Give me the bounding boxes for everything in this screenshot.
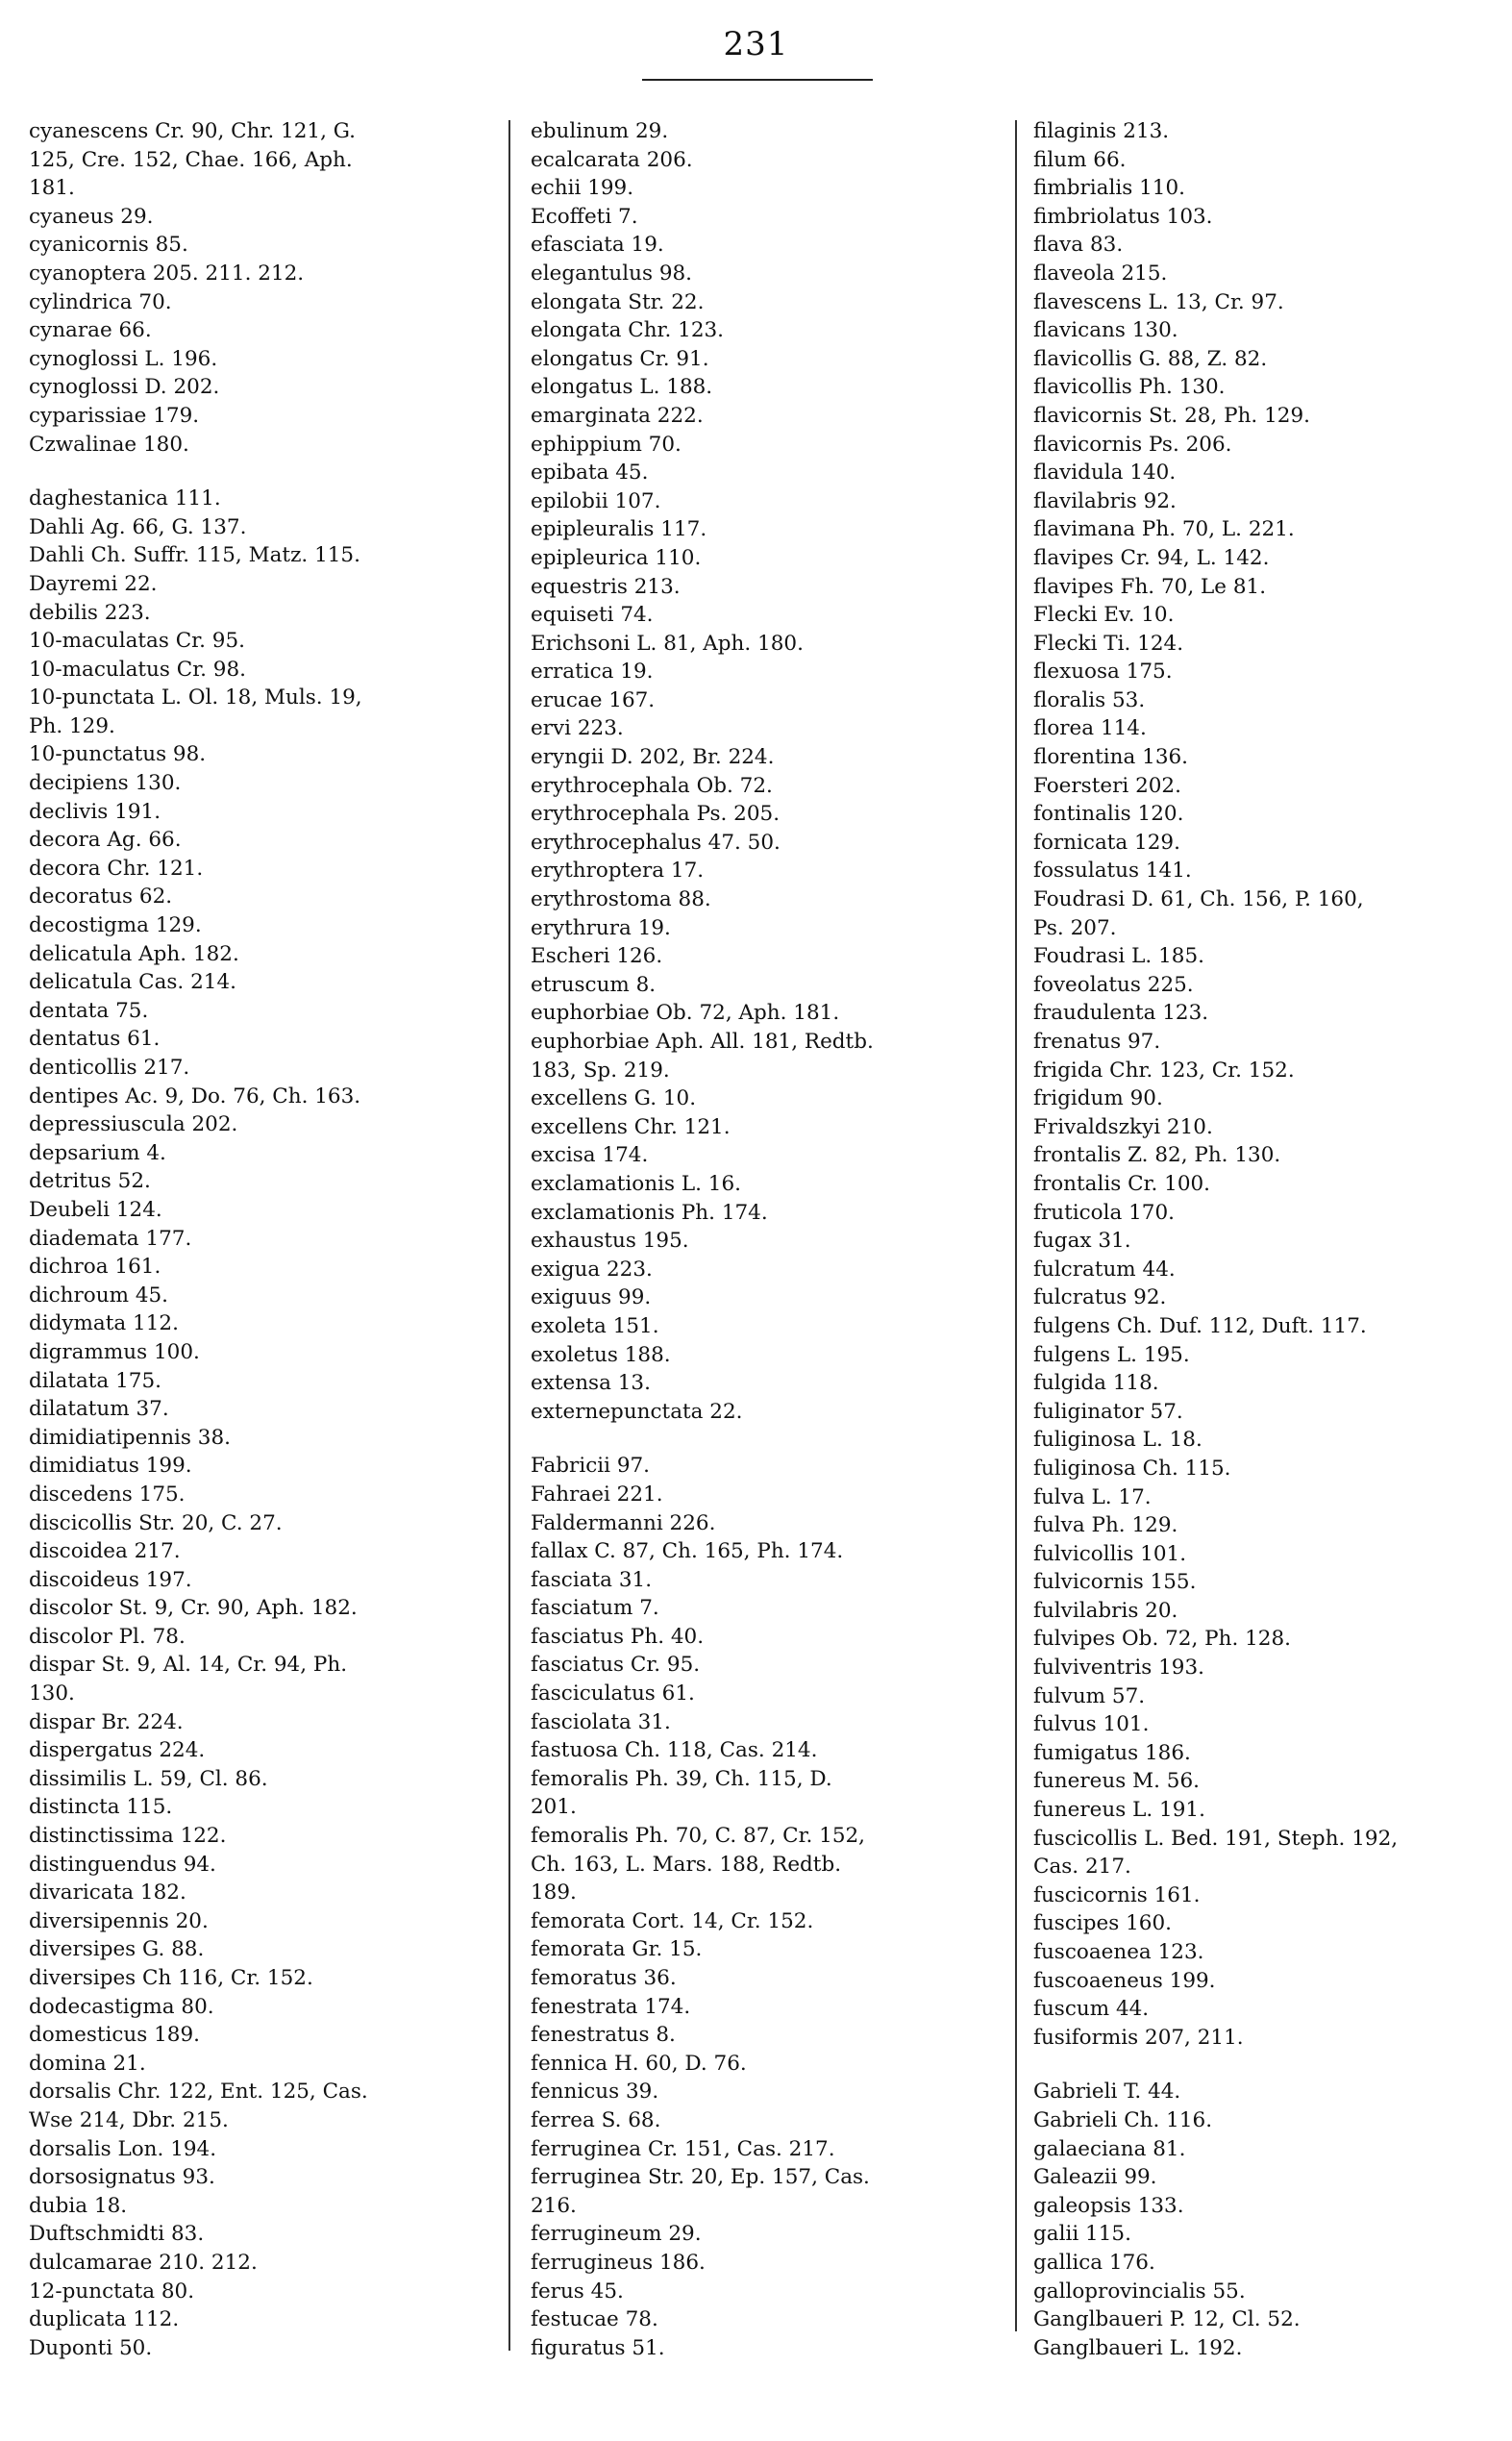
index-entry: fulvipes Ob. 72, Ph. 128.: [1033, 1627, 1291, 1652]
index-entry: Ps. 207.: [1033, 915, 1117, 940]
index-entry: distinguendus 94.: [29, 1852, 216, 1877]
index-entry: cynoglossi L. 196.: [29, 346, 218, 371]
index-entry: duplicata 112.: [29, 2307, 180, 2332]
index-entry: extensa 13.: [531, 1371, 651, 1396]
index-entry: Ecoffeti 7.: [531, 204, 638, 229]
index-entry: Galeazii 99.: [1033, 2165, 1157, 2190]
index-entry: erythrostoma 88.: [531, 887, 711, 912]
index-entry: 130.: [29, 1681, 75, 1706]
index-entry: dissimilis L. 59, Cl. 86.: [29, 1766, 268, 1791]
index-entry: fruticola 170.: [1033, 1200, 1175, 1225]
index-entry: galeopsis 133.: [1033, 2193, 1184, 2218]
index-entry: frigida Chr. 123, Cr. 152.: [1033, 1058, 1295, 1083]
index-entry: frenatus 97.: [1033, 1030, 1161, 1054]
index-entry: diversipennis 20.: [29, 1908, 209, 1933]
index-entry: fulcratus 92.: [1033, 1285, 1167, 1310]
index-entry: dubia 18.: [29, 2193, 128, 2218]
index-entry: galaeciana 81.: [1033, 2136, 1186, 2161]
index-entry: fuliginator 57.: [1033, 1399, 1183, 1424]
index-entry: exhaustus 195.: [531, 1229, 689, 1254]
index-entry: Escheri 126.: [531, 944, 663, 969]
index-entry: efasciata 19.: [531, 233, 664, 258]
index-entry: dorsalis Lon. 194.: [29, 2136, 217, 2161]
index-entry: ferrugineus 186.: [531, 2250, 706, 2275]
index-entry: Fabricii 97.: [531, 1454, 651, 1479]
index-entry: flavicornis St. 28, Ph. 129.: [1033, 403, 1310, 428]
index-entry: Ch. 163, L. Mars. 188, Redtb.: [531, 1852, 842, 1877]
index-entry: 12-punctata 80.: [29, 2279, 195, 2304]
index-entry: 181.: [29, 176, 75, 201]
index-entry: fuscoaenea 123.: [1033, 1940, 1204, 1964]
index-entry: externepunctata 22.: [531, 1399, 743, 1424]
index-entry: dispar St. 9, Al. 14, Cr. 94, Ph.: [29, 1653, 348, 1678]
index-entry: femoratus 36.: [531, 1966, 677, 1990]
index-entry: fasciolata 31.: [531, 1709, 671, 1734]
index-entry: fulvilabris 20.: [1033, 1598, 1178, 1623]
page-number: 231: [723, 25, 789, 63]
index-entry: discoidea 217.: [29, 1539, 181, 1564]
index-entry: erythrocephalus 47. 50.: [531, 830, 781, 855]
index-entry: fontinalis 120.: [1033, 802, 1184, 827]
index-entry: decora Ag. 66.: [29, 828, 182, 853]
column-right: [1033, 117, 1504, 2362]
index-entry: cyanicornis 85.: [29, 233, 188, 258]
index-entry: fallax C. 87, Ch. 165, Ph. 174.: [531, 1539, 844, 1564]
index-entry: dodecastigma 80.: [29, 1994, 214, 2019]
index-entry: Flecki Ev. 10.: [1033, 603, 1175, 628]
index-entry: erythrocephala Ps. 205.: [531, 802, 781, 827]
section-gap: [531, 1426, 1011, 1452]
index-entry: dorsosignatus 93.: [29, 2165, 215, 2190]
index-entry: Ph. 129.: [29, 713, 115, 738]
index-entry: excisa 174.: [531, 1143, 649, 1168]
index-entry: cynoglossi D. 202.: [29, 375, 220, 400]
index-entry: femorata Cort. 14, Cr. 152.: [531, 1908, 814, 1933]
index-entry: dichroum 45.: [29, 1283, 169, 1308]
index-entry: frontalis Z. 82, Ph. 130.: [1033, 1143, 1281, 1168]
index-entry: euphorbiae Ob. 72, Aph. 181.: [531, 1001, 840, 1026]
index-entry: detritus 52.: [29, 1169, 151, 1194]
index-entry: fornicata 129.: [1033, 830, 1180, 855]
index-entry: femoralis Ph. 70, C. 87, Cr. 152,: [531, 1824, 866, 1849]
index-entry: exclamationis L. 16.: [531, 1171, 741, 1196]
index-entry: femorata Gr. 15.: [531, 1937, 703, 1962]
index-entry: exoletus 188.: [531, 1342, 671, 1367]
index-entry: erythroptera 17.: [531, 859, 705, 884]
index-entry: debilis 223.: [29, 600, 151, 625]
index-entry: fenestrata 174.: [531, 1994, 691, 2019]
column-left: [29, 117, 509, 2362]
index-entry: fenestratus 8.: [531, 2023, 676, 2048]
index-entry: fimbrialis 110.: [1033, 176, 1185, 201]
index-entry: discoideus 197.: [29, 1567, 192, 1592]
index-entry: 125, Cre. 152, Chae. 166, Aph.: [29, 147, 353, 172]
index-entry: fuliginosa L. 18.: [1033, 1428, 1202, 1453]
index-entry: Foudrasi L. 185.: [1033, 944, 1204, 969]
index-entry: fulva Ph. 129.: [1033, 1513, 1178, 1538]
index-entry: flavicollis Ph. 130.: [1033, 375, 1226, 400]
index-entry: funereus M. 56.: [1033, 1769, 1200, 1794]
index-entry: equiseti 74.: [531, 603, 654, 628]
index-entry: discolor St. 9, Cr. 90, Aph. 182.: [29, 1596, 358, 1621]
index-entry: decostigma 129.: [29, 913, 202, 938]
index-entry: flavipes Cr. 94, L. 142.: [1033, 545, 1270, 570]
index-entry: foveolatus 225.: [1033, 972, 1194, 997]
index-entry: ecalcarata 206.: [531, 147, 693, 172]
index-entry: 201.: [531, 1795, 577, 1820]
index-entry: fasciatum 7.: [531, 1596, 659, 1621]
index-entry: exiguus 99.: [531, 1285, 652, 1310]
index-entry: 10-punctata L. Ol. 18, Muls. 19,: [29, 685, 362, 710]
index-entry: fulgens Ch. Duf. 112, Duft. 117.: [1033, 1313, 1367, 1338]
index-entry: filum 66.: [1033, 147, 1127, 172]
index-entry: fulgida 118.: [1033, 1371, 1159, 1396]
index-entry: fossulatus 141.: [1033, 859, 1192, 884]
index-entry: Frivaldszkyi 210.: [1033, 1114, 1213, 1139]
index-entry: cyparissiae 179.: [29, 403, 200, 428]
index-entry: depsarium 4.: [29, 1140, 166, 1165]
column-divider: [1015, 120, 1017, 2331]
index-entry: elongatus L. 188.: [531, 375, 713, 400]
index-entry: fastuosa Ch. 118, Cas. 214.: [531, 1738, 818, 1763]
index-entry: dorsalis Chr. 122, Ent. 125, Cas.: [29, 2080, 368, 2105]
index-entry: erythrocephala Ob. 72.: [531, 773, 773, 798]
index-entry: funereus L. 191.: [1033, 1798, 1205, 1823]
index-entry: Wse 214, Dbr. 215.: [29, 2107, 229, 2132]
index-entry: cyanoptera 205. 211. 212.: [29, 261, 305, 286]
index-entry: Dayremi 22.: [29, 571, 158, 596]
index-entry: flavicans 130.: [1033, 318, 1178, 343]
header-rule: [642, 79, 873, 81]
index-entry: exoleta 151.: [531, 1313, 659, 1338]
index-entry: etruscum 8.: [531, 972, 657, 997]
index-entry: fuscicornis 161.: [1033, 1882, 1201, 1907]
index-entry: florea 114.: [1033, 716, 1147, 741]
index-entry: elongatus Cr. 91.: [531, 346, 709, 371]
index-entry: Duponti 50.: [29, 2335, 153, 2360]
index-entry: fuscicollis L. Bed. 191, Steph. 192,: [1033, 1826, 1399, 1851]
index-entry: fulva L. 17.: [1033, 1484, 1152, 1509]
index-entry: eryngii D. 202, Br. 224.: [531, 745, 775, 770]
index-entry: Foudrasi D. 61, Ch. 156, P. 160,: [1033, 887, 1364, 912]
index-entry: flavipes Fh. 70, Le 81.: [1033, 574, 1267, 599]
index-entry: fusiformis 207, 211.: [1033, 2025, 1244, 2050]
index-entry: domina 21.: [29, 2051, 146, 2076]
index-entry: distincta 115.: [29, 1795, 173, 1820]
index-entry: dichroa 161.: [29, 1255, 161, 1280]
index-entry: erratica 19.: [531, 660, 654, 685]
index-entry: decoratus 62.: [29, 884, 173, 909]
index-entry: gallica 176.: [1033, 2250, 1155, 2275]
index-entry: fasciatus Cr. 95.: [531, 1653, 701, 1678]
index-entry: divaricata 182.: [29, 1881, 186, 1905]
index-entry: Faldermanni 226.: [531, 1510, 716, 1535]
index-entry: ferruginea Str. 20, Ep. 157, Cas.: [531, 2165, 870, 2190]
index-entry: Cas. 217.: [1033, 1855, 1131, 1880]
index-entry: diversipes G. 88.: [29, 1937, 205, 1962]
index-entry: fulvicollis 101.: [1033, 1541, 1187, 1566]
index-entry: fennicus 39.: [531, 2080, 659, 2105]
section-gap: [29, 459, 509, 485]
index-entry: flavescens L. 13, Cr. 97.: [1033, 289, 1284, 314]
index-entry: fugax 31.: [1033, 1229, 1131, 1254]
index-entry: Fahraei 221.: [531, 1482, 663, 1507]
index-entry: dentatus 61.: [29, 1027, 161, 1052]
index-entry: cyanescens Cr. 90, Chr. 121, G.: [29, 119, 356, 143]
index-entry: galloprovincialis 55.: [1033, 2279, 1246, 2304]
index-entry: fasciculatus 61.: [531, 1681, 695, 1706]
index-entry: fasciatus Ph. 40.: [531, 1624, 705, 1649]
index-entry: decora Chr. 121.: [29, 856, 204, 881]
index-entry: fulvum 57.: [1033, 1683, 1146, 1708]
index-entry: elongata Chr. 123.: [531, 318, 725, 343]
index-entry: flava 83.: [1033, 233, 1124, 258]
index-entry: daghestanica 111.: [29, 486, 221, 511]
index-entry: ferrugineum 29.: [531, 2222, 702, 2247]
index-entry: Dahli Ag. 66, G. 137.: [29, 514, 247, 539]
index-entry: excellens G. 10.: [531, 1086, 697, 1111]
index-entry: Ganglbaueri L. 192.: [1033, 2335, 1243, 2360]
section-gap: [1033, 2052, 1504, 2078]
index-entry: Erichsoni L. 81, Aph. 180.: [531, 631, 804, 656]
index-entry: fuliginosa Ch. 115.: [1033, 1456, 1231, 1481]
index-entry: dulcamarae 210. 212.: [29, 2250, 258, 2275]
index-entry: distinctissima 122.: [29, 1824, 227, 1849]
index-entry: dilatata 175.: [29, 1368, 161, 1393]
index-entry: exigua 223.: [531, 1257, 653, 1282]
index-entry: ferrea S. 68.: [531, 2107, 661, 2132]
index-entry: 183, Sp. 219.: [531, 1058, 670, 1083]
index-entry: figuratus 51.: [531, 2335, 665, 2360]
index-entry: ferus 45.: [531, 2279, 624, 2304]
index-entry: flaveola 215.: [1033, 261, 1168, 286]
index-entry: Flecki Ti. 124.: [1033, 631, 1184, 656]
index-entry: flavimana Ph. 70, L. 221.: [1033, 517, 1295, 542]
index-entry: Duftschmidti 83.: [29, 2222, 205, 2247]
index-entry: Gabrieli Ch. 116.: [1033, 2107, 1213, 2132]
index-entry: fraudulenta 123.: [1033, 1001, 1209, 1026]
index-entry: Gabrieli T. 44.: [1033, 2080, 1181, 2105]
index-entry: festucae 78.: [531, 2307, 658, 2332]
index-entry: depressiuscula 202.: [29, 1112, 238, 1137]
index-entry: emarginata 222.: [531, 403, 704, 428]
index-entry: epilobii 107.: [531, 488, 661, 513]
index-entry: echii 199.: [531, 176, 634, 201]
index-entry: erythrura 19.: [531, 915, 671, 940]
index-entry: dispar Br. 224.: [29, 1709, 184, 1734]
index-entry: fulviventris 193.: [1033, 1656, 1204, 1681]
index-entry: Czwalinae 180.: [29, 432, 189, 457]
index-entry: ferruginea Cr. 151, Cas. 217.: [531, 2136, 835, 2161]
index-entry: fimbriolatus 103.: [1033, 204, 1213, 229]
index-entry: flavicornis Ps. 206.: [1033, 432, 1232, 457]
index-entry: fennica H. 60, D. 76.: [531, 2051, 747, 2076]
index-entry: excellens Chr. 121.: [531, 1114, 731, 1139]
index-entry: fuscoaeneus 199.: [1033, 1968, 1216, 1993]
index-entry: 189.: [531, 1881, 577, 1905]
index-entry: fulgens L. 195.: [1033, 1342, 1190, 1367]
index-entry: dentata 75.: [29, 998, 149, 1023]
index-entry: dimidiatipennis 38.: [29, 1425, 231, 1450]
index-entry: didymata 112.: [29, 1311, 179, 1336]
index-entry: delicatula Cas. 214.: [29, 970, 236, 995]
index-entry: domesticus 189.: [29, 2023, 200, 2048]
index-entry: dilatatum 37.: [29, 1397, 169, 1422]
index-entry: frigidum 90.: [1033, 1086, 1163, 1111]
index-entry: fumigatus 186.: [1033, 1740, 1191, 1765]
index-entry: epibata 45.: [531, 461, 649, 486]
index-entry: femoralis Ph. 39, Ch. 115, D.: [531, 1766, 832, 1791]
index-entry: exclamationis Ph. 174.: [531, 1200, 768, 1225]
index-entry: ephippium 70.: [531, 432, 682, 457]
index-entry: Deubeli 124.: [29, 1197, 162, 1222]
index-entry: elegantulus 98.: [531, 261, 693, 286]
index-entry: fulvicornis 155.: [1033, 1570, 1197, 1595]
index-entry: discicollis Str. 20, C. 27.: [29, 1510, 283, 1535]
index-entry: declivis 191.: [29, 799, 161, 824]
index-entry: Dahli Ch. Suffr. 115, Matz. 115.: [29, 543, 360, 568]
column-middle: [531, 117, 1011, 2362]
index-entry: flavidula 140.: [1033, 461, 1177, 486]
index-entry: Foersteri 202.: [1033, 773, 1181, 798]
index-entry: cynarae 66.: [29, 318, 152, 343]
index-entry: florentina 136.: [1033, 745, 1189, 770]
index-entry: denticollis 217.: [29, 1056, 190, 1080]
index-entry: flexuosa 175.: [1033, 660, 1173, 685]
index-entry: Ganglbaueri P. 12, Cl. 52.: [1033, 2307, 1301, 2332]
index-entry: euphorbiae Aph. All. 181, Redtb.: [531, 1030, 874, 1054]
index-entry: decipiens 130.: [29, 771, 182, 796]
index-entry: elongata Str. 22.: [531, 289, 705, 314]
index-entry: 216.: [531, 2193, 577, 2218]
index-entry: 10-maculatas Cr. 95.: [29, 629, 245, 654]
index-entry: 10-maculatus Cr. 98.: [29, 657, 246, 682]
index-entry: fulcratum 44.: [1033, 1257, 1176, 1282]
index-entry: fuscum 44.: [1033, 1997, 1150, 2022]
index-entry: 10-punctatus 98.: [29, 742, 207, 767]
index-entry: dispergatus 224.: [29, 1738, 206, 1763]
index-entry: discolor Pl. 78.: [29, 1624, 186, 1649]
column-divider: [508, 120, 510, 2351]
index-entry: floralis 53.: [1033, 687, 1146, 712]
index-entry: flavilabris 92.: [1033, 488, 1177, 513]
index-entry: diversipes Ch 116, Cr. 152.: [29, 1966, 313, 1990]
index-entry: epipleuralis 117.: [531, 517, 707, 542]
index-entry: fuscipes 160.: [1033, 1911, 1172, 1936]
index-entry: diademata 177.: [29, 1226, 192, 1251]
index-entry: delicatula Aph. 182.: [29, 941, 239, 966]
index-entry: equestris 213.: [531, 574, 681, 599]
index-entry: cylindrica 70.: [29, 289, 172, 314]
index-entry: flavicollis G. 88, Z. 82.: [1033, 346, 1268, 371]
index-entry: discedens 175.: [29, 1482, 186, 1507]
index-entry: digrammus 100.: [29, 1339, 200, 1364]
index-entry: ebulinum 29.: [531, 119, 669, 143]
index-entry: dentipes Ac. 9, Do. 76, Ch. 163.: [29, 1084, 361, 1108]
index-entry: fasciata 31.: [531, 1567, 653, 1592]
index-entry: cyaneus 29.: [29, 204, 154, 229]
index-entry: ervi 223.: [531, 716, 624, 741]
index-entry: galii 115.: [1033, 2222, 1131, 2247]
index-entry: fulvus 101.: [1033, 1712, 1150, 1737]
index-entry: epipleurica 110.: [531, 545, 702, 570]
index-entry: dimidiatus 199.: [29, 1454, 192, 1479]
index-entry: erucae 167.: [531, 687, 656, 712]
index-entry: frontalis Cr. 100.: [1033, 1171, 1211, 1196]
index-entry: filaginis 213.: [1033, 119, 1170, 143]
